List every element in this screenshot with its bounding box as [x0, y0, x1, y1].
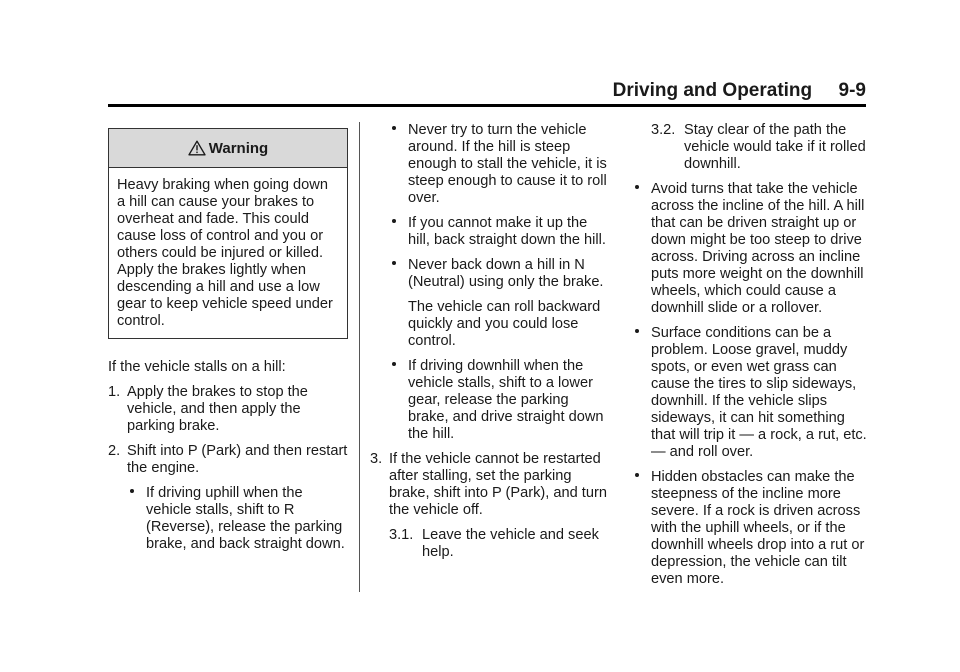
- bullet-uphill-stall: [127, 485, 348, 553]
- step-1-text: Apply the brakes to stop the vehicle, and then apply the parking brake.: [127, 384, 308, 434]
- bullet-text: Never back down a hill in N (Neutral) using only the brake.: [408, 257, 604, 290]
- bullet-never-turn: [389, 122, 610, 207]
- bullet-dot: [392, 219, 396, 223]
- bullet-avoid-turns: [632, 181, 872, 317]
- step-3-1: [389, 527, 610, 561]
- bullet-text: If you cannot make it up the hill, back straight down the hill.: [408, 215, 606, 248]
- warning-body: Heavy braking when going down a hill can cause your brakes to overheat and fade. This could cause loss of control and you or others could be injured or killed. Apply the brakes lightly when descending a hill and use a low gear to keep vehicle speed under control.: [117, 177, 333, 329]
- bullet-dot: [635, 473, 639, 477]
- step-2-text: Shift into P (Park) and then restart the engine.: [127, 443, 348, 476]
- warning-header: [109, 129, 347, 168]
- bullet-neutral: [389, 257, 610, 291]
- header-rule: [108, 104, 866, 107]
- bullet-text: If driving downhill when the vehicle stalls, shift to a lower gear, release the parking brake, and drive straight down the hill.: [408, 358, 604, 442]
- step-3-text: If the vehicle cannot be restarted after stalling, set the parking brake, shift into P (Park), and turn the vehicle off.: [389, 451, 607, 518]
- page-title: Driving and Operating 9-9: [612, 80, 866, 101]
- step-3: [370, 451, 610, 519]
- step-2: [108, 443, 348, 477]
- page-header: [108, 80, 866, 104]
- warning-title: Warning: [208, 139, 269, 157]
- stall-intro: If the vehicle stalls on a hill:: [108, 359, 286, 375]
- bullet-text: Surface conditions can be a problem. Loose gravel, muddy spots, or even wet grass can cause the tires to slip sideways, downhill. If the vehicle slips sideways, it can hit something that will trip it — a rock, a rut, etc. — and roll over.: [651, 325, 867, 460]
- bullet-dot: [635, 185, 639, 189]
- step-1: [108, 384, 348, 435]
- step-1-number: 1.: [108, 384, 121, 400]
- step-3-2: [651, 122, 872, 173]
- bullet-dot: [392, 362, 396, 366]
- bullet-text: Hidden obstacles can make the steepness of the incline more severe. If a rock is driven across with the uphill wheels, or if the downhill wheels drop into a rut or depression, the vehicle can tilt even more.: [651, 469, 865, 587]
- warning-triangle-icon: [188, 140, 206, 156]
- step-3-number: 3.: [370, 451, 383, 467]
- bullet-surface-conditions: [632, 325, 872, 461]
- column-3: [632, 122, 872, 596]
- bullet-dot: [392, 261, 396, 265]
- bullet-hidden-obstacles: [632, 469, 872, 588]
- bullet-text: Never try to turn the vehicle around. If the hill is steep enough to stall the vehicle, it is steep enough to cause it to roll over.: [408, 122, 607, 206]
- bullet-dot: [392, 126, 396, 130]
- neutral-note: The vehicle can roll backward quickly and you could lose control.: [408, 299, 601, 349]
- bullet-text: If driving uphill when the vehicle stalls, shift to R (Reverse), release the parking brake, and back straight down.: [146, 485, 345, 552]
- step-3-2-number: 3.2.: [651, 122, 676, 138]
- bullet-dot: [130, 489, 134, 493]
- bullet-back-down: [389, 215, 610, 249]
- bullet-text: Avoid turns that take the vehicle across the incline of the hill. A hill that can be driven straight up or down might be too steep to drive across. Driving across an incline puts more weight on the downhill wheels, which could cause a downhill slide or a rollover.: [651, 181, 865, 316]
- warning-box: [108, 128, 348, 339]
- column-divider: [359, 122, 360, 592]
- step-3-1-text: Leave the vehicle and seek help.: [422, 527, 599, 560]
- column-2: [370, 122, 610, 569]
- bullet-downhill-stall: [389, 358, 610, 443]
- column-1: [108, 122, 348, 561]
- step-2-number: 2.: [108, 443, 121, 459]
- step-3-1-number: 3.1.: [389, 527, 414, 543]
- step-3-2-text: Stay clear of the path the vehicle would take if it rolled downhill.: [684, 122, 866, 172]
- bullet-dot: [635, 329, 639, 333]
